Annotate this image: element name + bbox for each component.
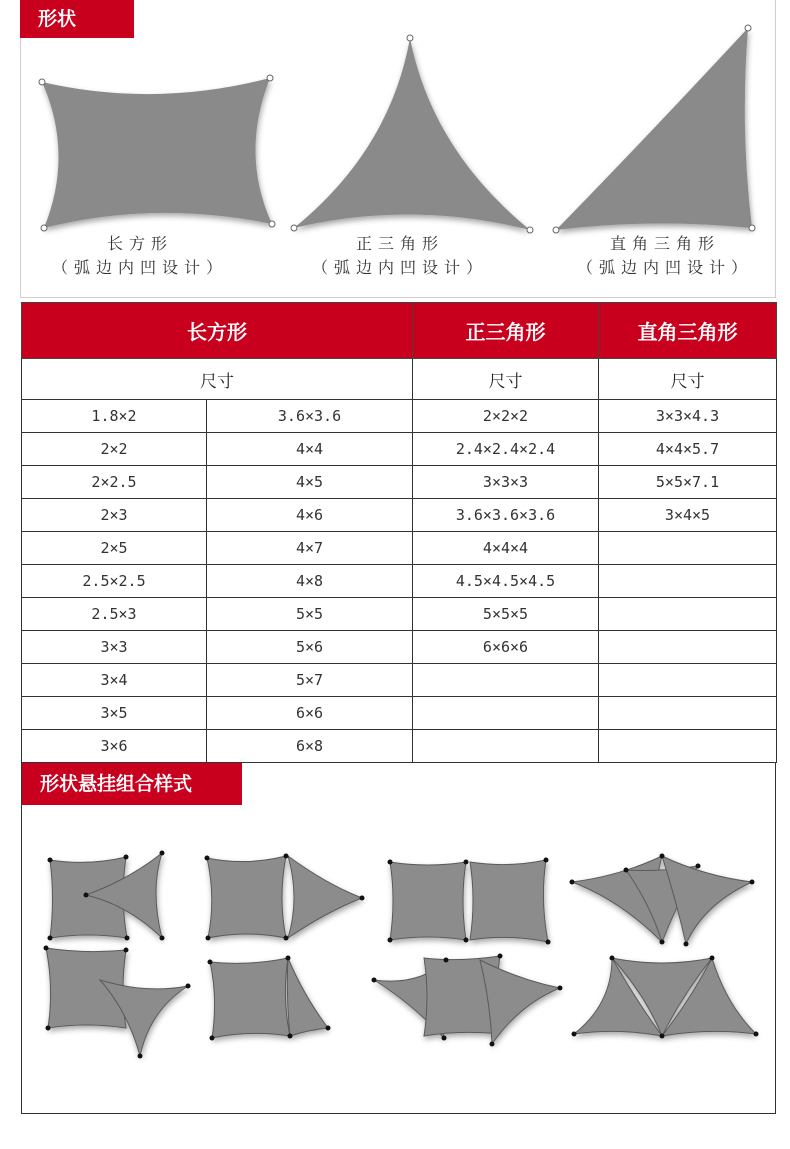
size-cell: 5×5×5 xyxy=(413,598,599,631)
subheader-size: 尺寸 xyxy=(599,359,777,400)
size-cell: 4×7 xyxy=(207,532,413,565)
shape-note: （弧边内凹设计） xyxy=(576,258,753,277)
size-cell: 2×2 xyxy=(22,433,207,466)
shape-note: （弧边内凹设计） xyxy=(311,258,488,277)
size-cell: 3×3 xyxy=(22,631,207,664)
size-cell: 5×5 xyxy=(207,598,413,631)
size-cell: 3.6×3.6 xyxy=(207,400,413,433)
combo-square-shape xyxy=(207,856,286,938)
size-cell: 2.5×2.5 xyxy=(22,565,207,598)
combo-square-shape xyxy=(470,860,548,942)
size-cell: 2×3 xyxy=(22,499,207,532)
size-cell: 3.6×3.6×3.6 xyxy=(413,499,599,532)
size-cell: 5×7 xyxy=(207,664,413,697)
combo-tab-label: 形状悬挂组合样式 xyxy=(22,763,242,805)
combo-square-shape xyxy=(390,862,466,940)
size-cell: 2×2.5 xyxy=(22,466,207,499)
size-cell: 4×4×5.7 xyxy=(599,433,777,466)
size-cell: 4×8 xyxy=(207,565,413,598)
size-cell: 2.5×3 xyxy=(22,598,207,631)
size-cell: 2×5 xyxy=(22,532,207,565)
size-cell: 3×5 xyxy=(22,697,207,730)
size-cell: 3×4 xyxy=(22,664,207,697)
combo-triangle-shape xyxy=(480,960,560,1044)
shape-name: 正三角形 xyxy=(355,234,444,253)
header-right-triangle: 直角三角形 xyxy=(599,303,777,359)
header-rectangle: 长方形 xyxy=(22,303,413,359)
size-cell: 3×4×5 xyxy=(599,499,777,532)
size-cell: 4×4 xyxy=(207,433,413,466)
size-cell: 4×5 xyxy=(207,466,413,499)
combo-triangle-shape xyxy=(287,958,328,1036)
size-cell: 6×8 xyxy=(207,730,413,763)
size-cell: 3×3×4.3 xyxy=(599,400,777,433)
shape-name: 长方形 xyxy=(106,234,173,253)
size-cell: 2.4×2.4×2.4 xyxy=(413,433,599,466)
size-cell: 2×2×2 xyxy=(413,400,599,433)
size-cell: 4.5×4.5×4.5 xyxy=(413,565,599,598)
size-cell: 4×4×4 xyxy=(413,532,599,565)
size-cell: 5×5×7.1 xyxy=(599,466,777,499)
size-cell: 6×6×6 xyxy=(413,631,599,664)
size-cell: 1.8×2 xyxy=(22,400,207,433)
size-cell: 3×6 xyxy=(22,730,207,763)
combo-triangle-shape xyxy=(288,856,362,938)
size-cell: 3×3×3 xyxy=(413,466,599,499)
subheader-size: 尺寸 xyxy=(22,359,413,400)
size-cell: 4×6 xyxy=(207,499,413,532)
shape-note: （弧边内凹设计） xyxy=(51,258,228,277)
combo-square-shape xyxy=(210,958,290,1038)
combo-triangle-shape xyxy=(662,856,752,944)
header-equilateral-triangle: 正三角形 xyxy=(413,303,599,359)
size-cell: 6×6 xyxy=(207,697,413,730)
subheader-size: 尺寸 xyxy=(413,359,599,400)
shapes-tab-label: 形状 xyxy=(20,0,134,38)
size-cell: 5×6 xyxy=(207,631,413,664)
shape-name: 直角三角形 xyxy=(609,234,720,253)
